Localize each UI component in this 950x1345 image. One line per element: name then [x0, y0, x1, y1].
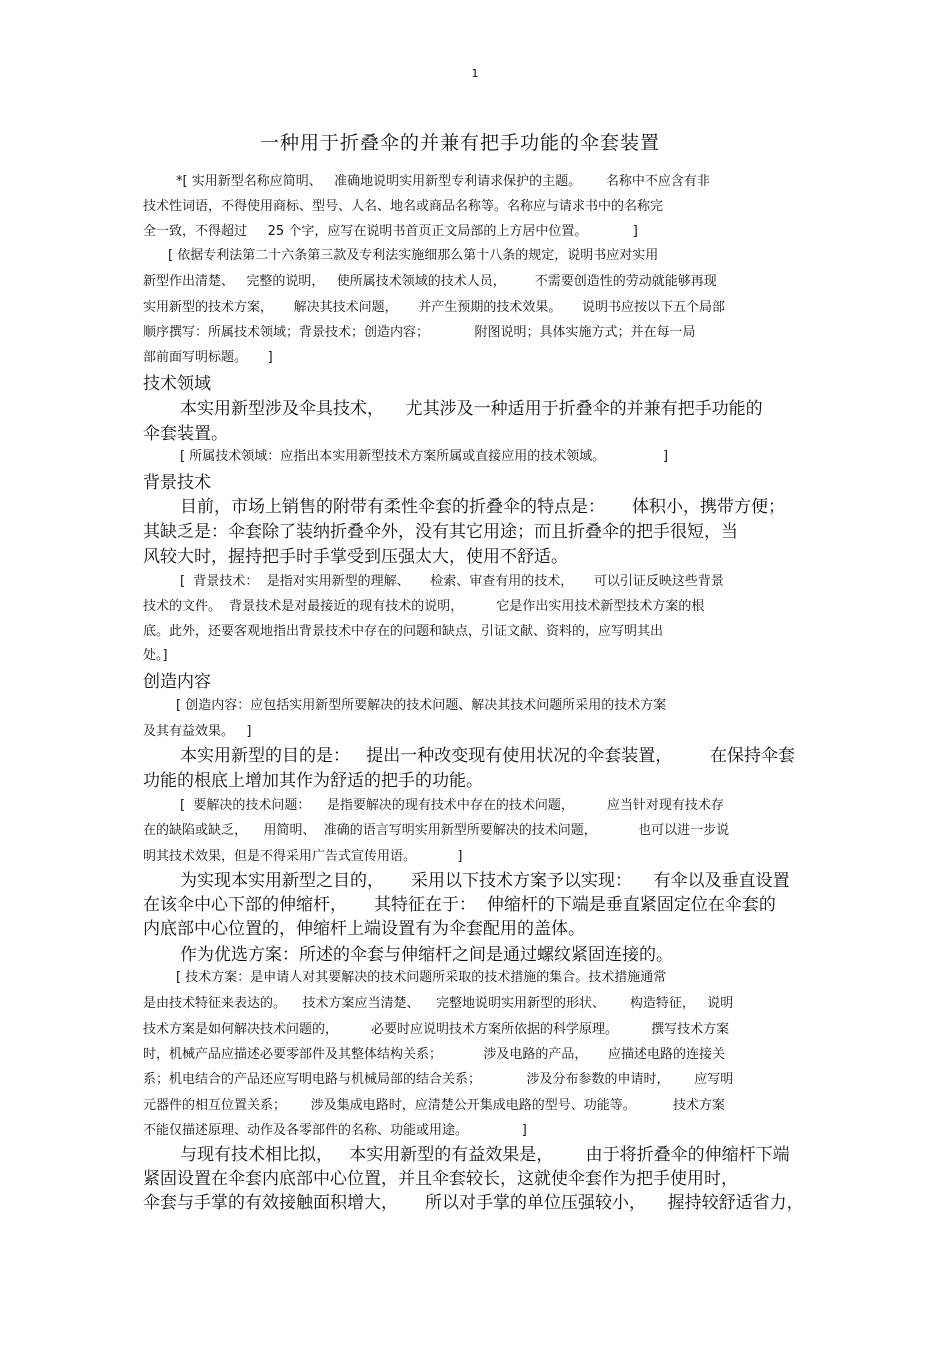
note-line: [ 所属技术领域：应指出本实用新型技术方案所属或直接应用的技术领域。 ]	[180, 449, 669, 464]
page-number: 1	[471, 67, 479, 80]
note-line: 元器件的相互位置关系； 涉及集成电路时，应清楚公开集成电路的型号、功能等。 技术方案	[143, 1098, 725, 1113]
section-heading: 技术领域	[143, 374, 211, 394]
note-line: [ 背景技术： 是指对实用新型的理解、 检索、审查有用的技术， 可以引证反映这些背景	[180, 574, 724, 589]
note-name-line: 技术性词语，不得使用商标、型号、人名、地名或商品名称等。名称应与请求书中的名称完	[143, 199, 664, 214]
paragraph-line: 内底部中心位置的，伸缩杆上端设置有为伞套配用的盖体。	[143, 919, 585, 939]
note-law-line: 实用新型的技术方案， 解决其技术问题， 并产生预期的技术效果。 说明书应按以下五个局部	[143, 300, 725, 315]
note-line: 及其有益效果。 ]	[143, 724, 252, 739]
note-line: 技术方案是如何解决技术问题的， 必要时应说明技术方案所依据的科学原理。 撰写技术方案	[143, 1022, 730, 1037]
note-line: 明其技术效果，但是不得采用广告式宣传用语。 ]	[143, 849, 463, 864]
note-line: [ 创造内容：应包括实用新型所要解决的技术问题、解决其技术问题所采用的技术方案	[176, 698, 667, 713]
note-line: 技术的文件。 背景技术是对最接近的现有技术的说明， 它是作出实用技术新型技术方案的根	[143, 599, 705, 614]
paragraph-line: 作为优选方案：所述的伞套与伸缩杆之间是通过螺纹紧固连接的。	[180, 945, 673, 965]
paragraph-line: 为实现本实用新型之目的， 采用以下技术方案予以实现： 有伞以及垂直设置	[180, 871, 790, 891]
section-heading: 背景技术	[143, 473, 211, 493]
note-line: 时，机械产品应描述必要零部件及其整体结构关系； 涉及电路的产品， 应描述电路的连接关	[143, 1047, 725, 1062]
paragraph-line: 其缺乏是：伞套除了装纳折叠伞外，没有其它用途；而且折叠伞的把手很短，当	[143, 522, 738, 542]
paragraph-line: 风较大时，握持把手时手掌受到压强太大，使用不舒适。	[143, 547, 568, 567]
section-heading: 创造内容	[143, 672, 211, 692]
paragraph-line: 紧固设置在伞套内底部中心位置，并且伞套较长，这就使伞套作为把手使用时，	[143, 1169, 738, 1189]
note-line: 是由技术特征来表达的。 技术方案应当清楚、 完整地说明实用新型的形状、 构造特征， 说明	[143, 996, 734, 1011]
note-line: 系；机电结合的产品还应写明电路与机械局部的结合关系； 涉及分布参数的申请时， 应写明	[143, 1072, 734, 1087]
document-title: 一种用于折叠伞的并兼有把手功能的伞套装置	[259, 132, 660, 154]
paragraph-line: 在该伞中心下部的伸缩杆， 其特征在于： 伸缩杆的下端是垂直紧固定位在伞套的	[143, 895, 776, 915]
note-line: 在的缺陷或缺乏， 用简明、 准确的语言写明实用新型所要解决的技术问题， 也可以进一步说	[143, 823, 730, 838]
note-law-line: [ 依据专利法第二十六条第三款及专利法实施细那么第十八条的规定，说明书应对实用	[168, 248, 659, 263]
note-line: [ 技术方案：是申请人对其要解决的技术问题所采取的技术措施的集合。技术措施通常	[176, 970, 667, 985]
note-line: [ 要解决的技术问题： 是指要解决的现有技术中存在的技术问题， 应当针对现有技术存	[180, 798, 724, 813]
paragraph-line: 本实用新型涉及伞具技术， 尤其涉及一种适用于折叠伞的并兼有把手功能的	[180, 399, 763, 419]
paragraph-line: 本实用新型的目的是： 提出一种改变现有使用状况的伞套装置， 在保持伞套	[180, 746, 796, 766]
note-line: 不能仅描述原理、动作及各零部件的名称、功能或用途。 ]	[143, 1123, 527, 1138]
note-line: 处。]	[143, 648, 168, 663]
note-name-line: *[ 实用新型名称应简明、 准确地说明实用新型专利请求保护的主题。 名称中不应含有非	[176, 174, 710, 189]
note-name-line: 全一致，不得超过 25 个字，应写在说明书首页正文局部的上方居中位置。 ]	[143, 224, 638, 239]
paragraph-line: 与现有技术相比拟， 本实用新型的有益效果是， 由于将折叠伞的伸缩杆下端	[180, 1145, 790, 1165]
note-law-line: 顺序撰写：所属技术领域；背景技术；创造内容； 附图说明；具体实施方式；并在每一局	[143, 325, 696, 340]
note-law-line: 部前面写明标题。 ]	[143, 350, 273, 365]
paragraph-line: 目前，市场上销售的附带有柔性伞套的折叠伞的特点是： 体积小，携带方便；	[180, 497, 786, 517]
paragraph-line: 伞套装置。	[143, 424, 228, 444]
note-line: 底。此外，还要客观地指出背景技术中存在的问题和缺点，引证文献、资料的，应写明其出	[143, 624, 664, 639]
note-law-line: 新型作出清楚、 完整的说明， 使所属技术领域的技术人员， 不需要创造性的劳动就能够再现	[143, 274, 717, 289]
paragraph-line: 功能的根底上增加其作为舒适的把手的功能。	[143, 771, 483, 791]
paragraph-line: 伞套与手掌的有效接触面积增大， 所以对手掌的单位压强较小， 握持较舒适省力，	[143, 1193, 804, 1213]
